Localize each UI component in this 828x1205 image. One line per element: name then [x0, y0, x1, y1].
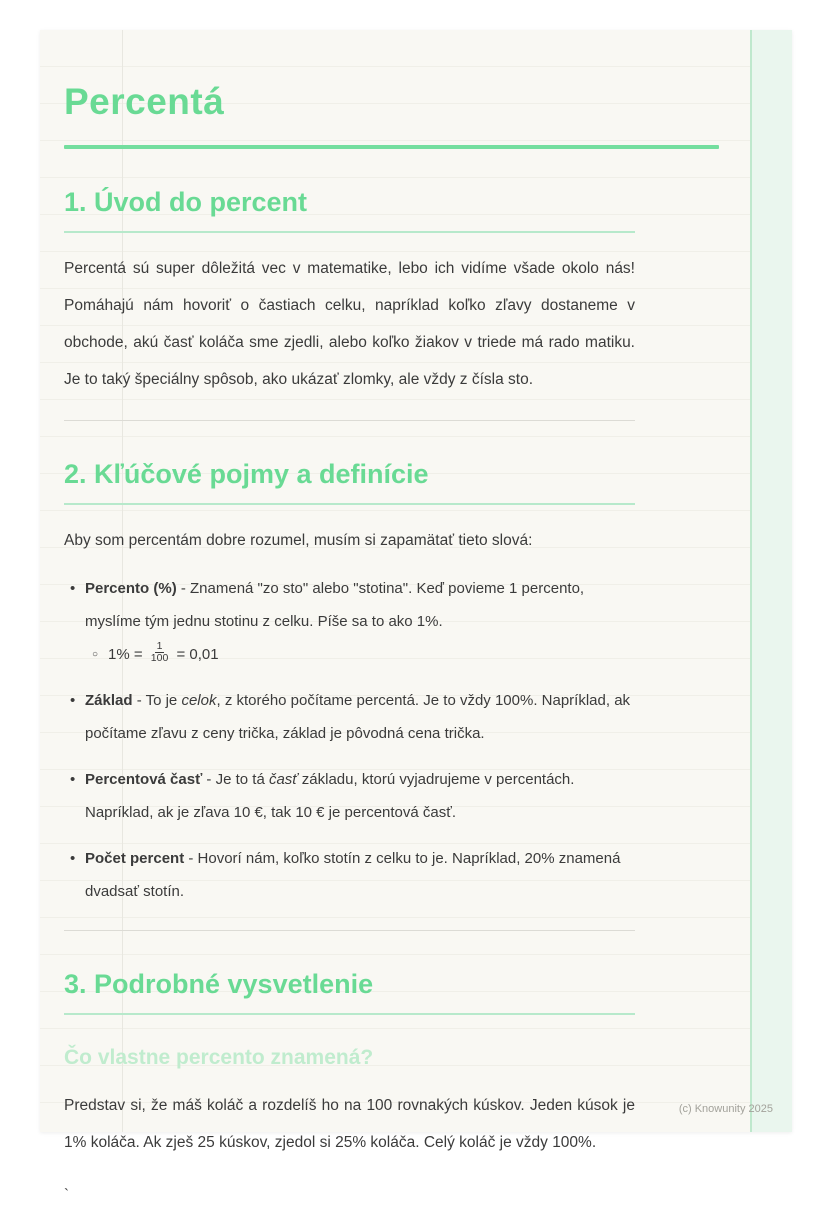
list-item-pocet-percent [70, 842, 635, 908]
term-description: základu, ktorú vyjadrujeme v percentách. Napríklad, ak je zľava 10 €, tak 10 € je percentová časť. [85, 770, 575, 821]
list-item-percento [70, 572, 635, 671]
bullet-marker: • [70, 770, 76, 788]
page-footer: (c) Knowunity 2025 [678, 1103, 773, 1115]
section-heading-pojmy: 2. Kľúčové pojmy a definície [64, 459, 635, 505]
sub-bullet-marker: ○ [92, 648, 99, 660]
section-heading-vysvetlenie: 3. Podrobné vysvetlenie [64, 969, 635, 1015]
page-title: Percentá [64, 81, 225, 122]
section-vysvetlenie [64, 969, 792, 1205]
term-description: - Znamená "zo sto" alebo "stotina". Keď povieme 1 percento, myslíme tým jednu stotinu z celku. Píše sa to ako 1%. [85, 579, 585, 630]
sub-list-item-formula [92, 638, 635, 671]
definitions-intro: Aby som percentám dobre rozumel, musím si zapamätať tieto slová: [64, 531, 533, 549]
stray-backtick: ` [64, 1186, 69, 1204]
term-description: - Je to tá [202, 770, 269, 788]
term-lead: Základ [85, 691, 133, 709]
term-lead: Percento (%) [85, 579, 177, 597]
fraction-denominator: 100 [150, 652, 169, 665]
term-description: , z ktorého počítame percentá. Je to vždy 100%. Napríklad, ak počítame zľavu z ceny trička, základ je pôvodná cena trička. [85, 691, 631, 742]
formula-line [108, 638, 635, 671]
term-lead: Percentová časť [85, 770, 203, 788]
definitions-list [64, 572, 635, 908]
formula-post: = 0,01 [172, 645, 219, 663]
section-divider [64, 930, 635, 931]
list-item-text [85, 842, 635, 908]
explanation-paragraph: Predstav si, že máš koláč a rozdelíš ho na 100 rovnakých kúskov. Jeden kúsok je 1% koláča. Ak zješ 25 kúskov, zjedol si 25% koláča. Celý koláč je vždy 100%. [64, 1097, 635, 1152]
section-uvod [64, 187, 792, 398]
term-description: - To je [132, 691, 182, 709]
section-heading-uvod: 1. Úvod do percent [64, 187, 635, 233]
list-item-text [85, 763, 635, 829]
list-item-zaklad [70, 684, 635, 750]
bullet-marker: • [70, 579, 76, 597]
intro-paragraph: Percentá sú super dôležitá vec v matematike, lebo ich vidíme všade okolo nás! Pomáhajú nám hovoriť o častiach celku, napríklad koľko zľavy dostaneme v obchode, akú časť koláča sme zjedli, alebo koľko žiakov v triede má rado matiku. Je to taký špeciálny spôsob, ako ukázať zlomky, ale vždy z čísla sto. [64, 259, 635, 388]
fraction-numerator: 1 [156, 639, 163, 652]
fraction [150, 641, 170, 665]
document-page [40, 30, 792, 1204]
section-pojmy [64, 459, 792, 908]
bullet-marker: • [70, 691, 76, 709]
term-description: - Hovorí nám, koľko stotín z celku to je. Napríklad, 20% znamená dvadsať stotín. [85, 849, 621, 900]
section-divider [64, 420, 635, 421]
document-content [40, 30, 792, 1205]
list-item-text [85, 684, 635, 750]
list-item-text [85, 572, 635, 638]
formula-pre: 1% = [108, 645, 147, 663]
term-italic: časť [268, 770, 298, 788]
term-lead: Počet percent [85, 849, 185, 867]
list-item-percentova-cast [70, 763, 635, 829]
sub-heading-co-znamena: Čo vlastne percento znamená? [64, 1045, 374, 1069]
term-italic: celok [181, 691, 217, 709]
title-rule [64, 145, 719, 149]
bullet-marker: • [70, 849, 76, 867]
